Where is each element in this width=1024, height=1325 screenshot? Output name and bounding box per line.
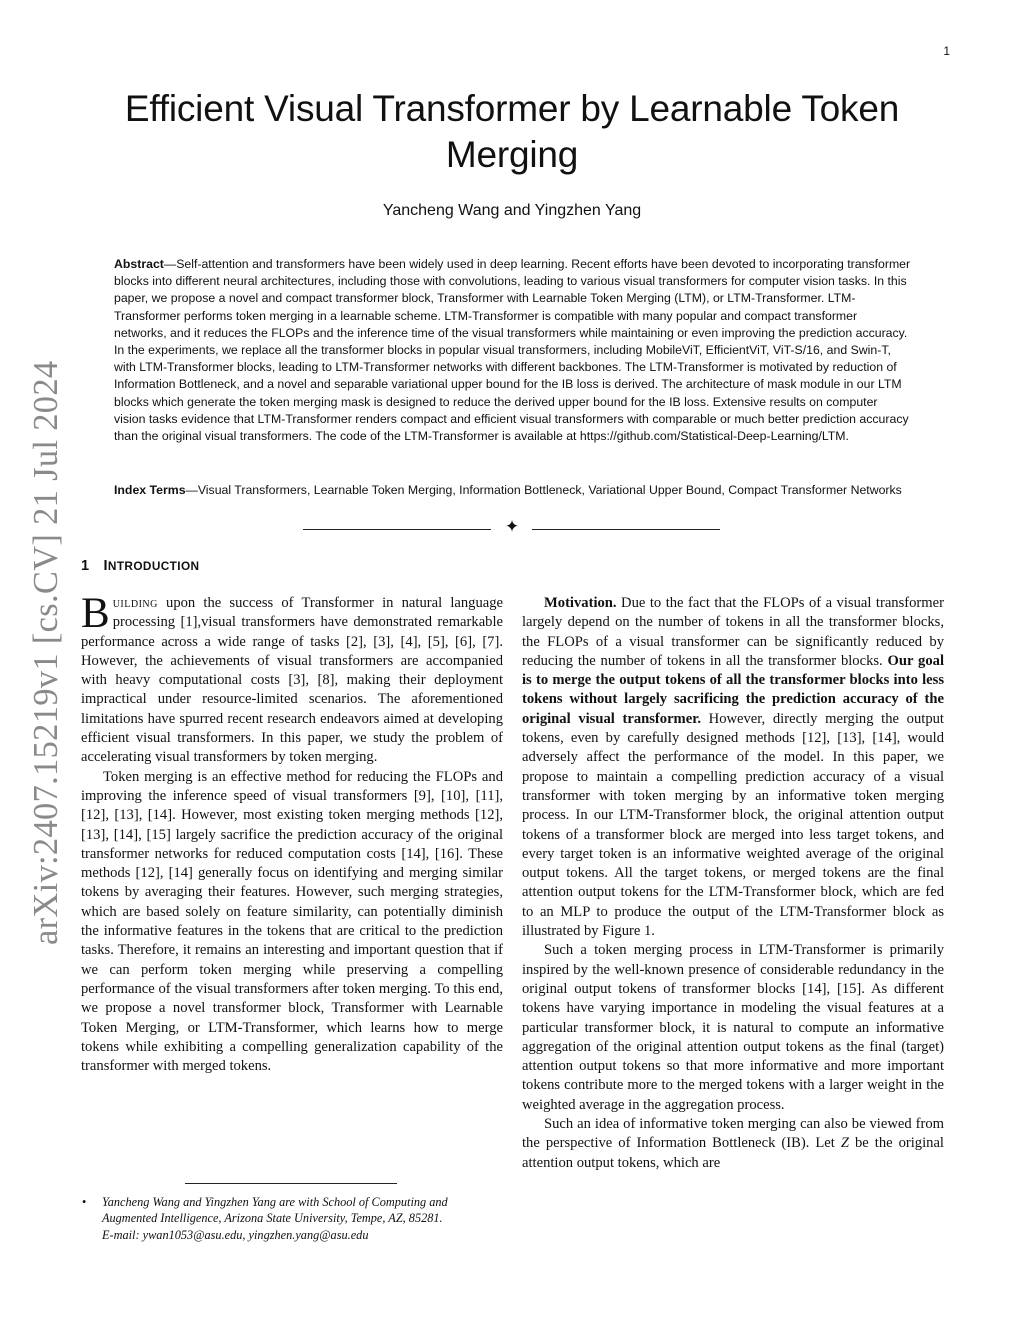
abstract-label: Abstract — [114, 257, 164, 271]
section-title-rest: NTRODUCTION — [107, 559, 200, 573]
section-title-initial: I — [103, 558, 108, 574]
intro-paragraph-1 — [81, 590, 503, 768]
motivation-goal-bold: Our goal is to merge the output tokens of all the transformer blocks into less tokens without largely sacrificing the prediction accuracy of the original visual transformer. — [522, 652, 944, 727]
page-number: 1 — [943, 44, 950, 58]
footnote-line-3: E-mail: ywan1053@asu.edu, yingzhen.yang@asu.edu — [102, 1227, 369, 1242]
motivation-paragraph — [522, 594, 944, 941]
variable-z: Z — [840, 1135, 849, 1152]
paper-title: Efficient Visual Transformer by Learnable Token Merging — [124, 88, 900, 175]
section-number: 1 — [81, 558, 90, 574]
index-terms-text: —Visual Transformers, Learnable Token Merging, Information Bottleneck, Variational Upper Bound, Compact Transformer Networks — [185, 483, 902, 497]
arxiv-identifier-stamp: arXiv:2407.15219v1 [cs.CV] 21 Jul 2024 — [27, 360, 65, 945]
right-column — [522, 594, 944, 1173]
motivation-text-a: Due to the fact that the FLOPs of a visual transformer largely depend on the number of tokens in all the transformer blocks, the FLOPs of a visual transformer can be significantly reduced by reducing the number of tokens in all the transformer blocks. — [522, 595, 944, 669]
intro-paragraph-1-text: upon the success of Transformer in natural language processing [1],visual transformers have demonstrated remarkable performance across a wide range of tasks [2], [3], [4], [5], [6], [7]. However, the achievements of visual transformers are accompanied with heavy computational costs [3], [8], making their deployment impractical under resource-limited scenarios. The aforementioned limitations have spurred recent research endeavors aimed at developing efficient visual transformers. In this paper, we study the problem of accelerating visual transformers by token merging. — [81, 595, 503, 766]
intro-paragraph-2: Token merging is an effective method for reducing the FLOPs and improving the inference speed of visual transformers [9], [10], [11], [12], [13], [14]. However, most existing token merging methods [12], [13], [14], [15] largely sacrifice the prediction accuracy of the original transformer networks for reduced computation costs [14], [16]. These methods [12], [14] generally focus on identifying and merging similar tokens by averaging their features. However, such merging strategies, which are based solely on feature similarity, can potentially diminish the informative features in the tokens that are critical to the prediction tasks. Therefore, it remains an interesting and important question that if we can perform token merging while preserving a compelling performance of the visual transformers after token merging. To this end, we propose a novel transformer block, Transformer with Learnable Token Merging, or LTM-Transformer, which learns how to merge tokens while exhibiting a compelling generalization capability of the transformer with merged tokens. — [81, 768, 503, 1075]
motivation-text-b: However, directly merging the output tokens, even by carefully designed methods [12], [13], [14], would adversely affect the performance of the model. In this paper, we propose to maintain a compelling prediction accuracy of a visual transformer with token merging by an informative token merging process. In our LTM-Transformer block, the original attention output tokens of a transformer block are merged into less target tokens, and every target token is an informative weighted average of the original output tokens. All the target tokens, or merged tokens are the final attention output tokens for the LTM-Transformer block, which are fed to an MLP to produce the output of the LTM-Transformer block as illustrated by Figure 1. — [522, 710, 944, 940]
index-terms — [114, 482, 912, 499]
index-terms-label: Index Terms — [114, 483, 186, 497]
footnote-line-2: Augmented Intelligence, Arizona State University, Tempe, AZ, 85281. — [102, 1211, 443, 1226]
divider-line-left — [303, 529, 491, 530]
token-merging-paragraph: Such a token merging process in LTM-Transformer is primarily inspired by the well-known presence of considerable redundancy in the original output tokens of transformer blocks [14], [15]. As different tokens have varying importance in modeling the visual features at a particular transformer block, it is natural to compute an informative aggregation of the original attention output tokens as the final (target) attention output tokens so that more informative and more important tokens contribute more to the merged tokens with a larger weight in the weighted average in the aggregation process. — [522, 942, 944, 1113]
motivation-label: Motivation. — [544, 595, 617, 611]
intro-smallcaps-word: uilding — [112, 595, 158, 611]
left-column — [81, 590, 503, 1076]
abstract-text: —Self-attention and transformers have been widely used in deep learning. Recent efforts have been devoted to incorporating transformer blocks into different neural architectures, including those with convolutions, leading to various visual transformers for computer vision tasks. In this paper, we propose a novel and compact transformer block, Transformer with Learnable Token Merging (LTM), or LTM-Transformer. LTM-Transformer performs token merging in a learnable scheme. LTM-Transformer is compatible with many popular and compact transformer networks, and it reduces the FLOPs and the inference time of the visual transformers while maintaining or even improving the prediction accuracy. In the experiments, we replace all the transformer blocks in popular visual transformers, including MobileViT, EfficientViT, ViT-S/16, and Swin-T, with LTM-Transformer blocks, leading to LTM-Transformer networks with different backbones. The LTM-Transformer is motivated by reduction of Information Bottleneck, and a novel and separable variational upper bound for the IB loss is derived. The architecture of mask module in our LTM blocks which generate the token merging mask is designed to reduce the derived upper bound for the IB loss. Extensive results on computer vision tasks evidence that LTM-Transformer renders compact and efficient visual transformers with comparable or much better prediction accuracy than the original visual transformers. The code of the LTM-Transformer is available at https://github.com/Statistical-Deep-Learning/LTM. — [114, 257, 911, 444]
abstract — [114, 256, 912, 445]
footnote-rule — [185, 1183, 397, 1184]
section-heading-introduction — [81, 558, 199, 574]
footnote-bullet: • — [82, 1195, 87, 1209]
paper-authors: Yancheng Wang and Yingzhen Yang — [382, 202, 642, 219]
author-footnote — [82, 1194, 506, 1243]
ib-text-a: Such an idea of informative token merging can also be viewed from the perspective of Information Bottleneck (IB). Let — [522, 1116, 944, 1152]
information-bottleneck-paragraph — [522, 1115, 944, 1173]
footnote-line-1: Yancheng Wang and Yingzhen Yang are with School of Computing and — [102, 1195, 448, 1209]
divider-line-right — [532, 529, 720, 530]
ib-text-b: be the original attention output tokens, which are — [522, 1135, 944, 1171]
divider-star-icon: ✦ — [504, 517, 520, 537]
drop-cap: B — [81, 590, 110, 637]
